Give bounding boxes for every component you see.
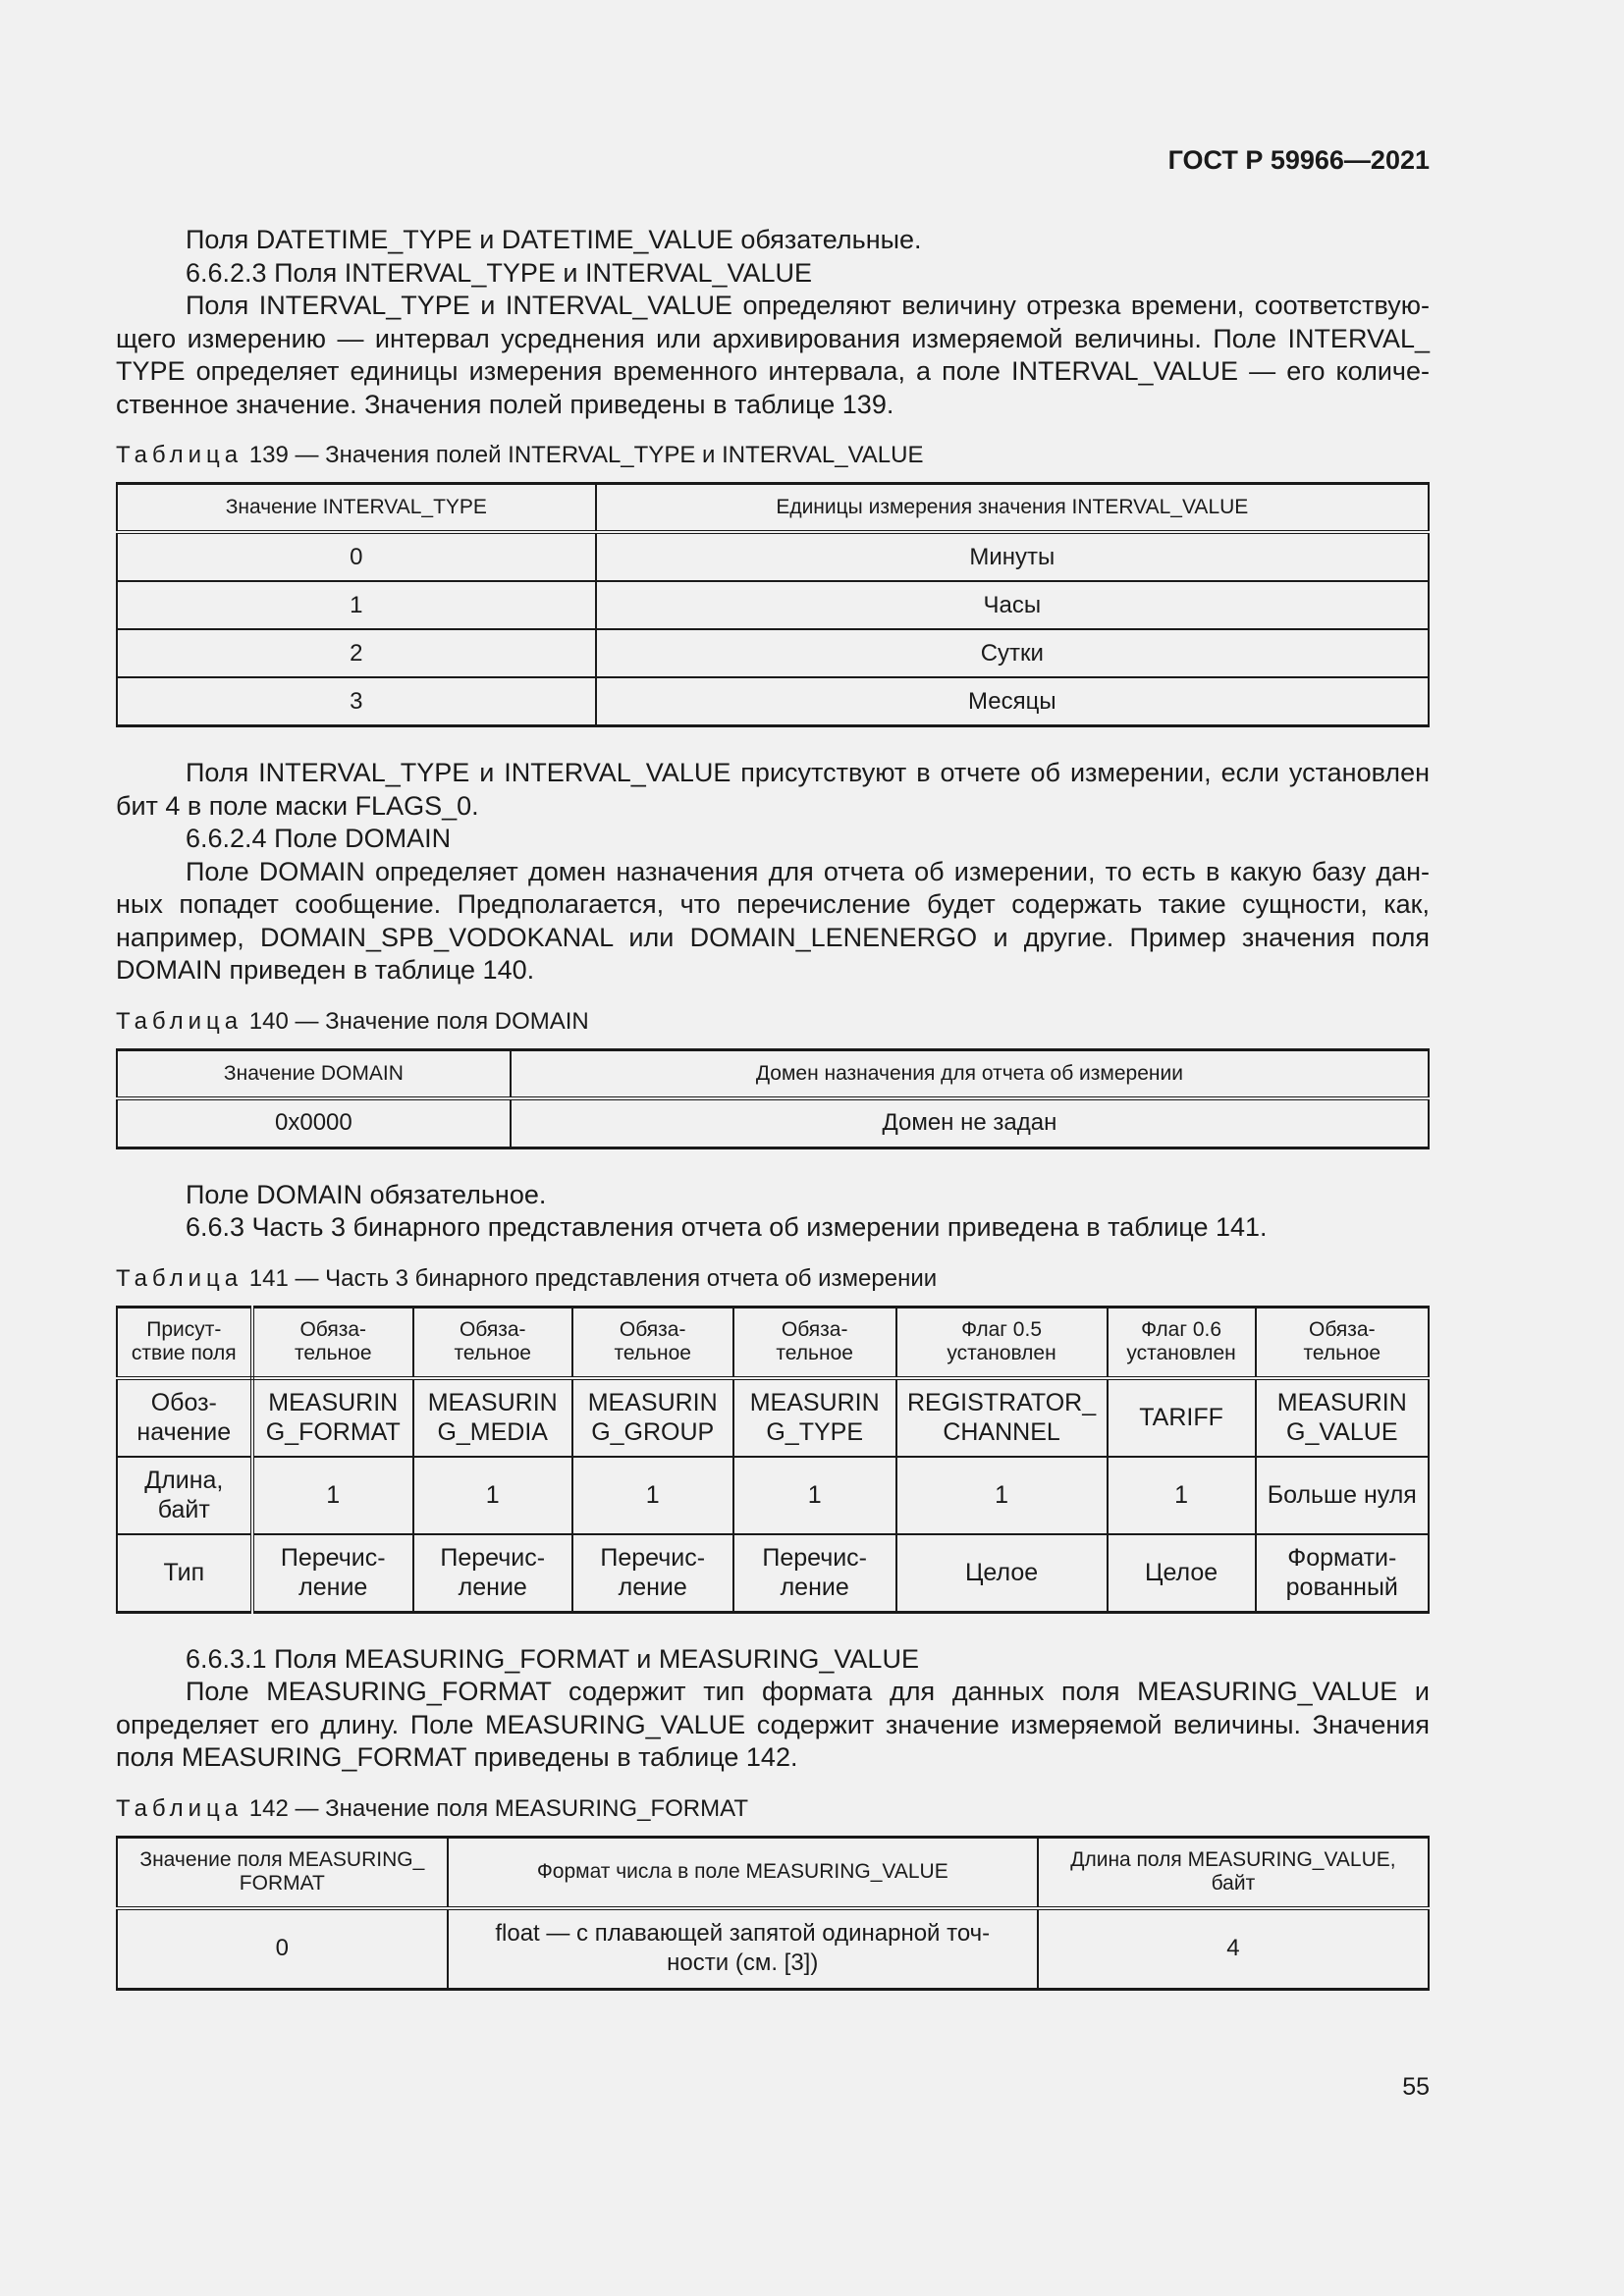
table-row [117,1098,1429,1148]
table-cell: Больше нуля [1256,1457,1429,1534]
table-cell: 0x0000 [117,1098,511,1148]
table-header-row [117,1307,1429,1378]
caption-label: Таблица [116,1264,244,1292]
table-cell: 1 [1108,1457,1256,1534]
table-row [117,532,1429,581]
table-cell: Часы [596,581,1429,629]
table-cell: Целое [1108,1534,1256,1613]
row-label-cell: Обоз- начение [117,1378,252,1457]
table-cell: float — с плавающей запятой одинарной точ- ности (см. [3]) [448,1908,1038,1990]
row-label-cell: Тип [117,1534,252,1613]
table-cell: Месяцы [596,677,1429,726]
document-header: ГОСТ Р 59966—2021 [1167,145,1430,175]
table-cell: TARIFF [1108,1378,1256,1457]
caption-label: Таблица [116,1794,244,1822]
table-cell: MEASURIN G_VALUE [1256,1378,1429,1457]
table-cell: 4 [1038,1908,1429,1990]
page-content [116,224,1430,1991]
table-row [117,1378,1429,1457]
table-cell: Перечис- ление [252,1534,413,1613]
table-cell: Минуты [596,532,1429,581]
header-cell: Длина поля MEASURING_VALUE, байт [1038,1837,1429,1908]
table-cell: 1 [733,1457,896,1534]
row-label-cell: Длина, байт [117,1457,252,1534]
caption-text: 141 — Часть 3 бинарного представления отчета об измерении [248,1264,938,1292]
caption-text: 139 — Значения полей INTERVAL_TYPE и INTERVAL_VALUE [248,442,924,468]
table-row [117,1908,1429,1990]
caption-text: 142 — Значение поля MEASURING_FORMAT [248,1794,748,1822]
header-cell: Формат числа в поле MEASURING_VALUE [448,1837,1038,1908]
table-cell: 1 [572,1457,733,1534]
table-row [117,1457,1429,1534]
table-cell: Обяза- тельное [733,1307,896,1378]
table-header-row [117,1049,1429,1098]
table-row [117,629,1429,677]
table-header-row [117,1837,1429,1908]
table-cell: Перечис- ление [733,1534,896,1613]
caption-text: 140 — Значение поля DOMAIN [248,1007,589,1035]
table-cell: Перечис- ление [572,1534,733,1613]
table-142 [116,1836,1430,1991]
table-cell: REGISTRATOR_ CHANNEL [896,1378,1108,1457]
table-cell: Целое [896,1534,1108,1613]
table-cell: 0 [117,1908,448,1990]
table-caption [116,1264,1430,1294]
caption-label: Таблица [116,1007,244,1035]
table-cell: 2 [117,629,596,677]
table-cell: MEASURIN G_GROUP [572,1378,733,1457]
paragraph: Поля INTERVAL_TYPE и INTERVAL_VALUE определяют величину отрезка времени, соответствую-щего измерению — интервал усреднения или архивирования измеряемой величины. Поле INTERVAL_ TYPE определяет единицы измерения временного интервала, а поле INTERVAL_VALUE — его количе-ственное значение. Значения полей приведены в таблице 139. [116,291,1430,419]
table-cell: MEASURIN G_TYPE [733,1378,896,1457]
table-cell: Перечис- ление [413,1534,572,1613]
paragraph: Поле DOMAIN обязательное. [186,1179,547,1209]
table-header-row [117,484,1429,533]
table-cell: 3 [117,677,596,726]
paragraph: 6.6.3 Часть 3 бинарного представления отчета об измерении приведена в таблице 141. [186,1212,1268,1242]
paragraph: Поле DOMAIN определяет домен назначения для отчета об измерении, то есть в какую базу дан-ных попадет сообщение. Предполагается, что перечисление будет содержать такие сущности, как, например, DOMAIN_SPB_VODOKANAL или DOMAIN_LENENERGO и другие. Пример значения поля DOMAIN приведен в таблице 140. [116,856,1430,985]
header-cell: Значение INTERVAL_TYPE [117,484,596,533]
section-heading: 6.6.2.3 Поля INTERVAL_TYPE и INTERVAL_VALUE [186,257,813,288]
page-number: 55 [1402,2073,1430,2101]
table-cell: Обяза- тельное [252,1307,413,1378]
table-cell: 1 [896,1457,1108,1534]
table-caption [116,441,1430,470]
header-cell: Домен назначения для отчета об измерении [511,1049,1429,1098]
table-row [117,1534,1429,1613]
table-caption [116,1007,1430,1037]
paragraph: Поля DATETIME_TYPE и DATETIME_VALUE обязательные. [186,225,922,254]
table-cell: Формати- рованный [1256,1534,1429,1613]
caption-label: Таблица [116,442,244,468]
paragraph: Поля INTERVAL_TYPE и INTERVAL_VALUE присутствуют в отчете об измерении, если установлен бит 4 в поле маски FLAGS_0. [116,758,1430,821]
table-141 [116,1306,1430,1614]
table-cell: Домен не задан [511,1098,1429,1148]
table-cell: Обяза- тельное [1256,1307,1429,1378]
section-heading: 6.6.3.1 Поля MEASURING_FORMAT и MEASURING_VALUE [186,1643,919,1674]
table-cell: Сутки [596,629,1429,677]
table-cell: Флаг 0.5 установлен [896,1307,1108,1378]
table-cell: Обяза- тельное [572,1307,733,1378]
table-cell: 1 [252,1457,413,1534]
table-row [117,677,1429,726]
header-cell: Единицы измерения значения INTERVAL_VALUE [596,484,1429,533]
paragraph: Поле MEASURING_FORMAT содержит тип формата для данных поля MEASURING_VALUE и определяет его длину. Поле MEASURING_VALUE содержит значение измеряемой величины. Значения поля MEASURING_FORMAT приведены в таблице 142. [116,1677,1430,1772]
table-cell: 1 [117,581,596,629]
table-140 [116,1048,1430,1149]
section-heading: 6.6.2.4 Поле DOMAIN [186,824,452,853]
header-cell: Значение поля MEASURING_ FORMAT [117,1837,448,1908]
table-cell: 1 [413,1457,572,1534]
table-cell: Флаг 0.6 установлен [1108,1307,1256,1378]
table-cell: Обяза- тельное [413,1307,572,1378]
header-cell: Значение DOMAIN [117,1049,511,1098]
table-cell: MEASURIN G_MEDIA [413,1378,572,1457]
table-row [117,581,1429,629]
row-label-cell: Присут- ствие поля [117,1307,252,1378]
table-caption [116,1794,1430,1824]
table-139 [116,482,1430,727]
table-cell: MEASURIN G_FORMAT [252,1378,413,1457]
table-cell: 0 [117,532,596,581]
